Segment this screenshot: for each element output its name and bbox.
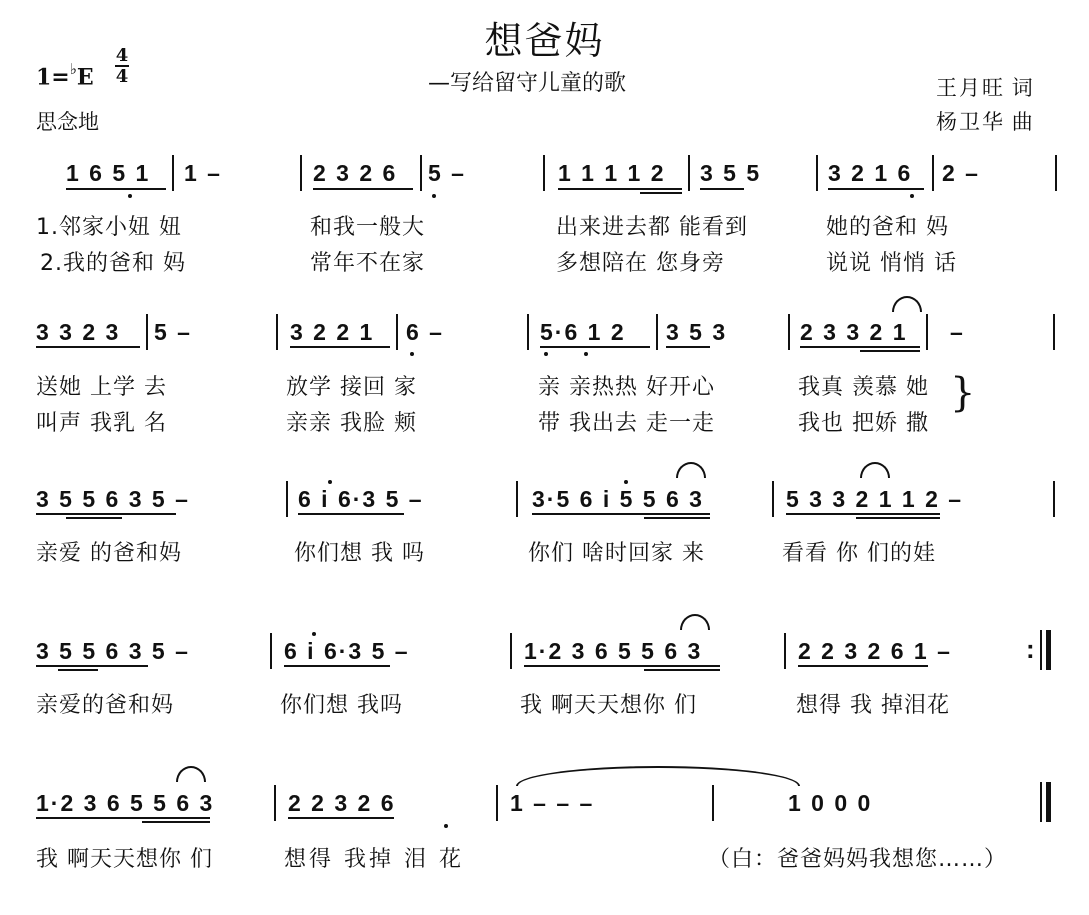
notes-r4-m3: 1·2 3 6 5 5 6 3 <box>524 638 703 664</box>
barline <box>286 481 288 517</box>
beam <box>640 192 682 194</box>
lyric-r1-v1-a: 1.邻家小妞 妞 <box>36 215 182 240</box>
lyric-r2-v1-c: 亲 亲热热 好开心 <box>538 375 715 400</box>
barline <box>516 481 518 517</box>
notes-r1-m1: 1 6 5 1 <box>66 160 151 186</box>
song-title: 想爸妈 <box>484 19 605 63</box>
beam <box>856 517 940 519</box>
high-octave-dot <box>624 480 628 484</box>
song-subtitle: —写给留守儿童的歌 <box>428 71 627 96</box>
barline <box>1055 155 1057 191</box>
beam <box>786 513 940 515</box>
beam <box>288 817 394 819</box>
low-octave-dot <box>128 194 132 198</box>
beam <box>666 346 710 348</box>
tempo-marking: 思念地 <box>36 110 99 134</box>
beam <box>532 513 710 515</box>
barline-thick <box>1046 630 1051 670</box>
low-octave-dot <box>910 194 914 198</box>
notes-r2-m7: 2 3 3 2 1 <box>800 319 908 345</box>
barline <box>274 785 276 821</box>
beam <box>36 346 140 348</box>
high-octave-dot <box>328 480 332 484</box>
barline <box>270 633 272 669</box>
barline <box>926 314 928 350</box>
notes-r5-m3: 1 – – – <box>510 790 595 816</box>
lyric-r1-v1-c: 出来进去都 能看到 <box>556 215 748 240</box>
lyric-r2-v2-c: 带 我出去 走一走 <box>538 411 715 436</box>
repeat-sign: : <box>1026 634 1037 664</box>
beam <box>313 188 413 190</box>
low-octave-dot <box>584 352 588 356</box>
lyric-r3-a: 亲爱 的爸和妈 <box>36 541 182 566</box>
tie-arc <box>516 766 800 786</box>
lyric-r5-b: 想得 我掉 泪 花 <box>284 847 464 872</box>
beam <box>828 188 924 190</box>
beam <box>142 821 210 823</box>
barline <box>510 633 512 669</box>
low-octave-dot <box>444 824 448 828</box>
beam <box>800 346 920 348</box>
barline <box>688 155 690 191</box>
slur-mark <box>676 462 706 478</box>
beam <box>298 513 404 515</box>
barline <box>300 155 302 191</box>
beam <box>36 665 148 667</box>
beam <box>798 665 928 667</box>
barline <box>656 314 658 350</box>
notes-r1-m4: 5 – <box>428 160 466 186</box>
lyric-r2-v1-a: 送她 上学 去 <box>36 375 167 400</box>
lyric-r4-a: 亲爱的爸和妈 <box>36 693 175 718</box>
beam <box>644 669 720 671</box>
lyric-r2-v2-b: 亲亲 我脸 颊 <box>286 411 417 436</box>
notes-r5-m4: 1 0 0 0 <box>788 790 873 816</box>
lyric-r1-v2-d: 说说 悄悄 话 <box>826 251 957 276</box>
notes-r4-m2: 6 i 6·3 5 – <box>284 638 410 664</box>
low-octave-dot <box>432 194 436 198</box>
lyric-r2-v1-d: 我真 羡慕 她 <box>798 375 929 400</box>
notes-r1-m6: 3 5 5 <box>700 160 762 186</box>
lyric-r1-v2-c: 多想陪在 您身旁 <box>556 251 725 276</box>
barline-thick <box>1046 782 1051 822</box>
barline <box>1053 481 1055 517</box>
barline <box>420 155 422 191</box>
notes-r2-m5: 5·6 1 2 <box>540 319 626 345</box>
high-octave-dot <box>312 632 316 636</box>
notes-r2-m6: 3 5 3 <box>666 319 728 345</box>
notes-r3-m4: 5 3 3 2 1 1 2 – <box>786 486 964 512</box>
flat-icon: ♭ <box>69 60 77 78</box>
notes-r1-m5: 1 1 1 1 2 <box>558 160 666 186</box>
barline <box>543 155 545 191</box>
barline <box>1053 314 1055 350</box>
notes-r2-m8-visible: – <box>950 319 965 345</box>
slur-mark <box>860 462 890 478</box>
lyric-r1-v1-d: 她的爸和 妈 <box>826 215 949 240</box>
barline <box>772 481 774 517</box>
beam <box>558 188 682 190</box>
barline <box>396 314 398 350</box>
time-signature <box>114 46 130 86</box>
barline <box>496 785 498 821</box>
lyric-r4-d: 想得 我 掉泪花 <box>796 693 950 718</box>
lyric-r2-v1-b: 放学 接回 家 <box>286 375 417 400</box>
lyric-r4-c: 我 啊天天想你 们 <box>520 693 697 718</box>
notes-r5-m1: 1·2 3 6 5 5 6 3 <box>36 790 215 816</box>
slur-mark <box>892 296 922 312</box>
lyric-r1-v2-b: 常年不在家 <box>310 251 426 276</box>
composer-credit: 杨卫华 曲 <box>936 110 1035 134</box>
barline <box>276 314 278 350</box>
notes-r2-m3: 3 2 2 1 <box>290 319 375 345</box>
lyric-r2-v2-a: 叫声 我乳 名 <box>36 411 167 436</box>
beam <box>524 665 720 667</box>
beam <box>644 517 710 519</box>
lyricist-credit: 王月旺 词 <box>936 76 1035 100</box>
notes-r4-m4: 2 2 3 2 6 1 – <box>798 638 952 664</box>
lyric-r4-b: 你们想 我吗 <box>280 693 403 718</box>
barline <box>712 785 714 821</box>
beam <box>66 188 166 190</box>
lyric-r1-v2-a: 2.我的爸和 妈 <box>40 251 186 276</box>
low-octave-dot <box>410 352 414 356</box>
key-signature: 1=♭E <box>36 60 94 91</box>
beam <box>66 517 122 519</box>
lyric-r3-c: 你们 啥时回家 来 <box>528 541 705 566</box>
slur-mark <box>176 766 206 782</box>
barline <box>932 155 934 191</box>
beam <box>36 817 210 819</box>
beam <box>290 346 390 348</box>
barline <box>1040 782 1042 822</box>
lyric-r1-v1-b: 和我一般大 <box>310 215 426 240</box>
notes-r5-m2: 2 2 3 2 6 <box>288 790 396 816</box>
notes-r1-m7: 3 2 1 6 <box>828 160 913 186</box>
time-bottom: 4 <box>115 66 129 87</box>
barline <box>527 314 529 350</box>
barline <box>816 155 818 191</box>
barline <box>1040 630 1042 670</box>
lyric-r2-v2-d: 我也 把娇 撒 <box>798 411 929 436</box>
notes-r3-m3: 3·5 6 i 5 5 6 3 <box>532 486 704 512</box>
notes-r3-m2: 6 i 6·3 5 – <box>298 486 424 512</box>
spoken-line: （白：爸爸妈妈我想您……） <box>708 847 1008 872</box>
lyric-r5-a: 我 啊天天想你 们 <box>36 847 213 872</box>
beam <box>700 188 744 190</box>
slur-mark <box>680 614 710 630</box>
notes-r4-m1: 3 5 5 6 3 5 – <box>36 638 190 664</box>
notes-r3-m1: 3 5 5 6 3 5 – <box>36 486 190 512</box>
notes-r1-m8: 2 – <box>942 160 980 186</box>
beam <box>284 665 390 667</box>
notes-r1-m2: 1 – <box>184 160 222 186</box>
low-octave-dot <box>544 352 548 356</box>
beam <box>860 350 920 352</box>
barline <box>788 314 790 350</box>
notes-r2-m4: 6 – <box>406 319 444 345</box>
notes-r2-m2: 5 – <box>154 319 192 345</box>
beam <box>540 346 650 348</box>
barline <box>172 155 174 191</box>
notes-r2-m1: 3 3 2 3 <box>36 319 121 345</box>
beam <box>36 513 176 515</box>
barline <box>784 633 786 669</box>
verse-brace: } <box>950 370 976 416</box>
beam <box>58 669 98 671</box>
lyric-r3-b: 你们想 我 吗 <box>294 541 425 566</box>
barline <box>146 314 148 350</box>
notes-r1-m3: 2 3 2 6 <box>313 160 398 186</box>
time-top: 4 <box>115 45 129 66</box>
lyric-r3-d: 看看 你 们的娃 <box>782 541 936 566</box>
